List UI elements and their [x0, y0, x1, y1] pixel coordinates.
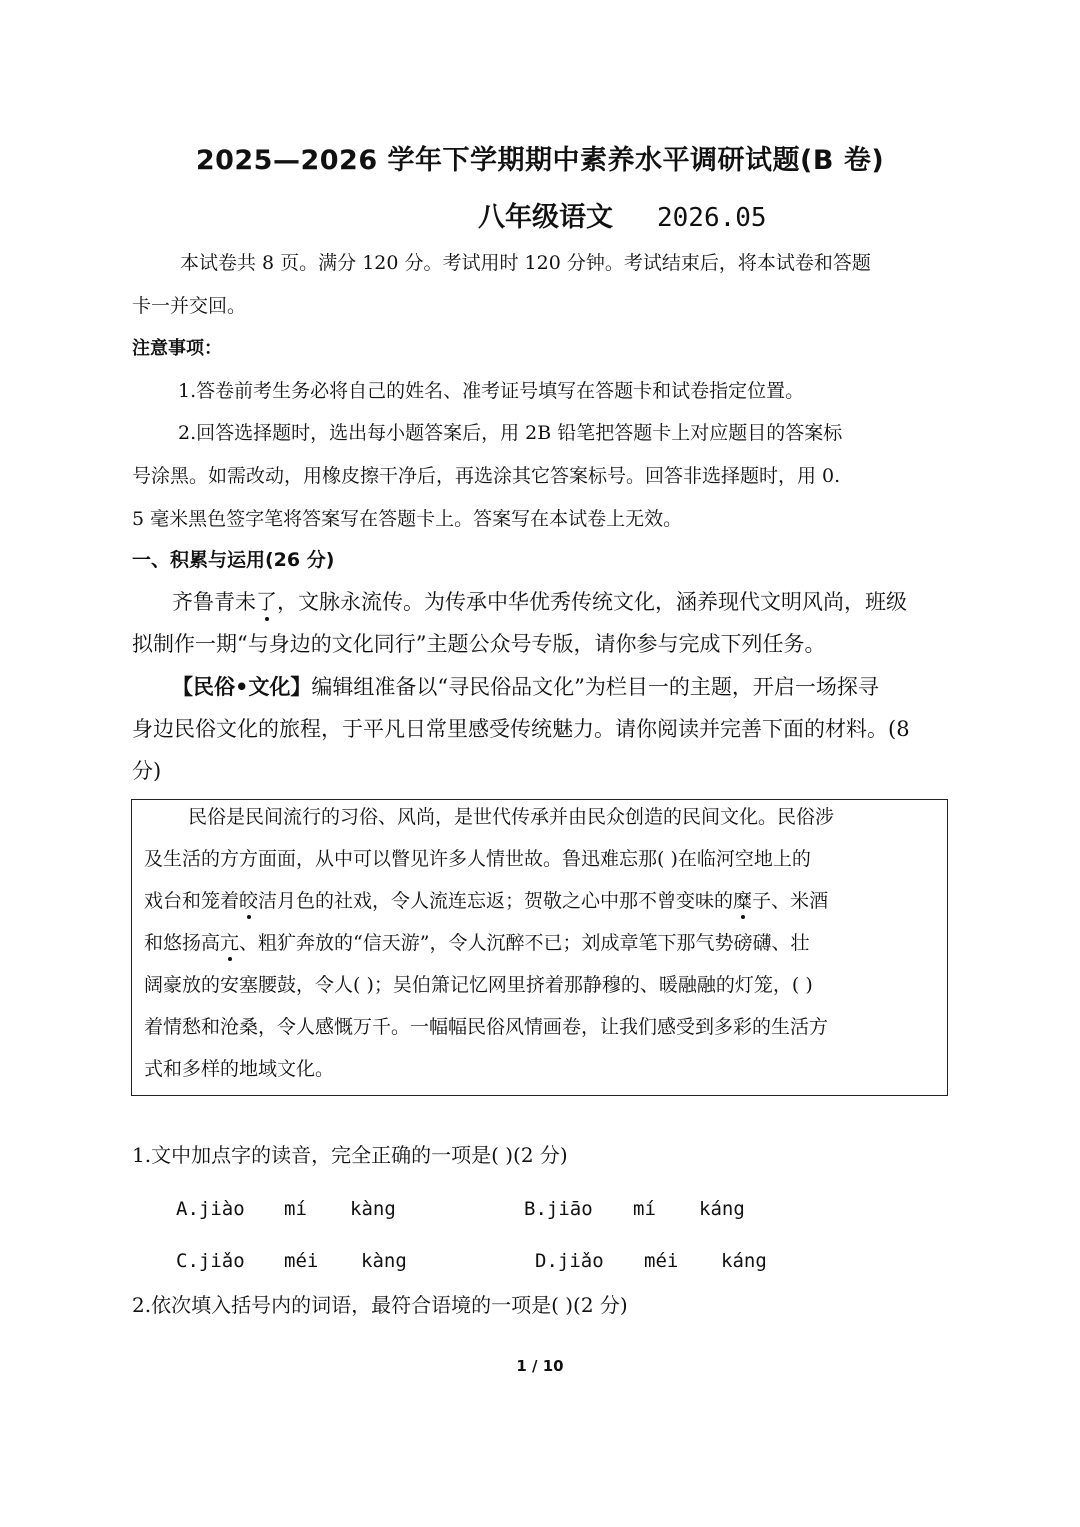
- dotted-char: 糜: [733, 890, 753, 912]
- option-d-1: D.jiǎo: [535, 1250, 604, 1272]
- question-2-stem: 2.依次填入括号内的词语，最符合语境的一项是( )(2 分): [132, 1293, 628, 1317]
- column-tag: 【民俗•文化】: [172, 675, 312, 699]
- passage-line-2: 及生活的方方面面，从中可以瞥见许多人情世故。鲁迅难忘那( )在临河空地上的: [144, 848, 811, 870]
- option-a-2: mí: [284, 1198, 307, 1220]
- section-para-1-line-1: [172, 589, 990, 615]
- passage-line-5: 阔豪放的安塞腰鼓，令人( )；吴伯箫记忆网里挤着那静穆的、暖融融的灯笼，( ): [144, 974, 813, 996]
- notice-item-2-line-2: 号涂黑。如需改动，用橡皮擦干净后，再选涂其它答案标号。回答非选择题时，用 0.: [132, 465, 841, 487]
- passage-line-3: [144, 888, 939, 914]
- section-para-2-line-2: 身边民俗文化的旅程，于平凡日常里感受传统魅力。请你阅读并完善下面的材料。(8: [132, 717, 910, 741]
- section-para-2-line-1: [172, 674, 990, 700]
- option-c-3: kàng: [361, 1250, 407, 1272]
- text-span: 编辑组准备以“寻民俗品文化”为栏目一的主题，开启一场探寻: [311, 675, 879, 699]
- dotted-char: 了: [256, 590, 277, 614]
- passage-line-4: [144, 930, 939, 956]
- text-span: 、粗犷奔放的“信天游”，令人沉醉不已；刘成章笔下那气势磅礴、壮: [239, 932, 810, 954]
- option-a-3: kàng: [350, 1198, 396, 1220]
- passage-line-7: 式和多样的地域文化。: [144, 1058, 335, 1080]
- notice-item-2-line-1: 2.回答选择题时，选出每小题答案后，用 2B 铅笔把答题卡上对应题目的答案标: [178, 422, 843, 444]
- text-span: ，文脉永流传。为传承中华优秀传统文化，涵养现代文明风尚，班级: [277, 590, 907, 614]
- text-span: 齐鲁青未: [172, 590, 256, 614]
- option-b-3: káng: [699, 1198, 745, 1220]
- option-b-1: B.jiāo: [524, 1198, 593, 1220]
- exam-title: 2025—2026 学年下学期期中素养水平调研试题(B 卷): [195, 145, 885, 176]
- section-para-2-line-3: 分): [132, 759, 162, 783]
- section-para-1-line-2: 拟制作一期“与身边的文化同行”主题公众号专版，请你参与完成下列任务。: [132, 632, 826, 656]
- option-d-3: káng: [721, 1250, 767, 1272]
- option-d-2: méi: [644, 1250, 679, 1272]
- option-c-1: C.jiǎo: [176, 1250, 245, 1272]
- passage-line-1: 民俗是民间流行的习俗、风尚，是世代传承并由民众创造的民间文化。民俗涉: [188, 806, 835, 828]
- intro-line-2: 卡一并交回。: [132, 295, 247, 317]
- page-number: 1 / 10: [516, 1357, 564, 1375]
- intro-line-1: 本试卷共 8 页。满分 120 分。考试用时 120 分钟。考试结束后，将本试卷和答题: [180, 252, 871, 274]
- question-1-stem: 1.文中加点字的读音，完全正确的一项是( )(2 分): [132, 1143, 568, 1167]
- exam-subtitle: [478, 195, 767, 234]
- notice-item-1: 1.答卷前考生务必将自己的姓名、准考证号填写在答题卡和试卷指定位置。: [178, 380, 805, 402]
- grade-subject: 八年级语文: [478, 202, 613, 233]
- notice-item-2-line-3: 5 毫米黑色签字笔将答案写在答题卡上。答案写在本试卷上无效。: [132, 508, 683, 530]
- section-heading: 一、积累与运用(26 分): [132, 549, 335, 571]
- option-b-2: mí: [633, 1198, 656, 1220]
- text-span: 和悠扬高: [144, 932, 221, 954]
- dotted-char: 亢: [220, 932, 240, 954]
- option-a-1: A.jiào: [176, 1198, 245, 1220]
- passage-line-6: 着情愁和沧桑，令人感慨万千。一幅幅民俗风情画卷，让我们感受到多彩的生活方: [144, 1016, 829, 1038]
- dotted-char: 皎: [239, 890, 259, 912]
- exam-date: 2026.05: [657, 203, 767, 233]
- notice-heading: 注意事项：: [132, 338, 222, 359]
- passage-box: [131, 799, 948, 1096]
- text-span: 戏台和笼着: [144, 890, 240, 912]
- text-span: 洁月色的社戏，令人流连忘返；贺敬之心中那不曾变味的: [258, 890, 734, 912]
- text-span: 子、米酒: [752, 890, 829, 912]
- option-c-2: méi: [284, 1250, 319, 1272]
